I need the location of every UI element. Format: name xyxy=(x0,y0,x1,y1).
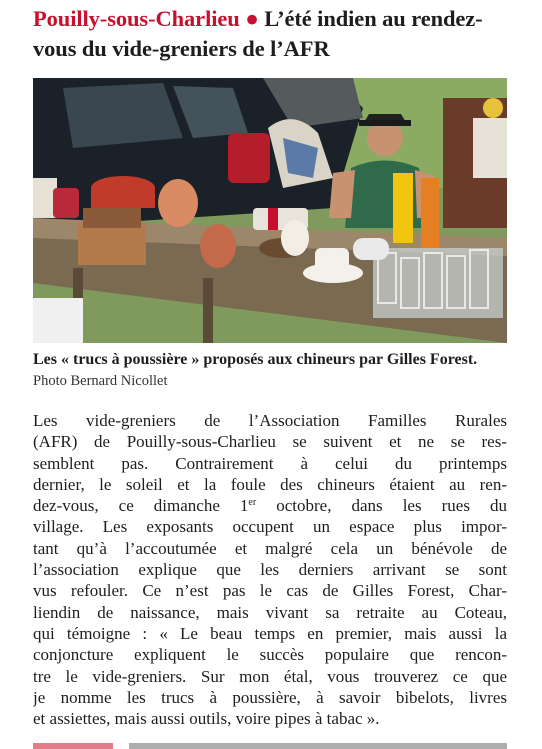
photo-credit: Photo Bernard Nicollet xyxy=(33,373,168,389)
article-line: Les vide-greniers de l’Association Familles Rurales xyxy=(33,411,507,430)
headline-bullet: ● xyxy=(245,6,259,31)
article-line-date-start: dez-vous, ce dimanche 1 xyxy=(33,496,249,516)
article-line: je nomme les trucs à poussière, à savoir bibelots, livres xyxy=(33,687,507,707)
article-line: village. Les exposants occupent un espace plus impor- xyxy=(33,517,507,537)
article-line: tant qu’à l’accoutumée et malgré cela un bénévole de xyxy=(33,538,507,558)
article-line: dernier, le soleil et la foule des chineurs étaient au ren- xyxy=(33,474,507,494)
article-photo xyxy=(33,78,507,343)
cutoff-strip xyxy=(33,737,507,749)
headline xyxy=(33,4,513,64)
caption-text: Les « trucs à poussière » proposés aux chineurs par Gilles Forest. xyxy=(33,351,478,368)
article-line: tre le vide-greniers. Sur mon étal, vous trouverez ce que xyxy=(33,666,507,686)
article-line: semblent pas. Contrairement à celui du printemps xyxy=(33,453,507,473)
next-article-cutoff xyxy=(33,737,507,749)
article-line: conjoncture expliquent le succès populaire que rencon- xyxy=(33,645,507,665)
article-line: l’association explique que les derniers arrivant se sont xyxy=(33,560,507,580)
article-body xyxy=(33,410,507,729)
headline-title-line2: vous du vide-greniers de l’AFR xyxy=(33,36,330,61)
article-line-date xyxy=(33,495,507,516)
ordinal-suffix: er xyxy=(248,497,257,509)
headline-place: Pouilly-sous-Charlieu xyxy=(33,6,240,31)
article-line: vus refouler. Ce n’est pas le cas de Gilles Forest, Char- xyxy=(33,581,507,601)
photo-illustration xyxy=(33,78,507,343)
headline-title-line1: L’été indien au rendez- xyxy=(264,6,483,31)
article-line-date-end: octobre, dans les rues du xyxy=(256,496,507,516)
article-line: (AFR) de Pouilly-sous-Charlieu se suivent et ne se res- xyxy=(33,432,507,452)
photo-caption xyxy=(33,349,507,392)
article-line: qui témoigne : « Le beau temps en premier, mais aussi la xyxy=(33,623,507,643)
article-line: liendin de naissance, mais vivant sa retraite au Coteau, xyxy=(33,602,507,622)
article-line: et assiettes, mais aussi outils, voire pipes à tabac ». xyxy=(33,709,380,729)
